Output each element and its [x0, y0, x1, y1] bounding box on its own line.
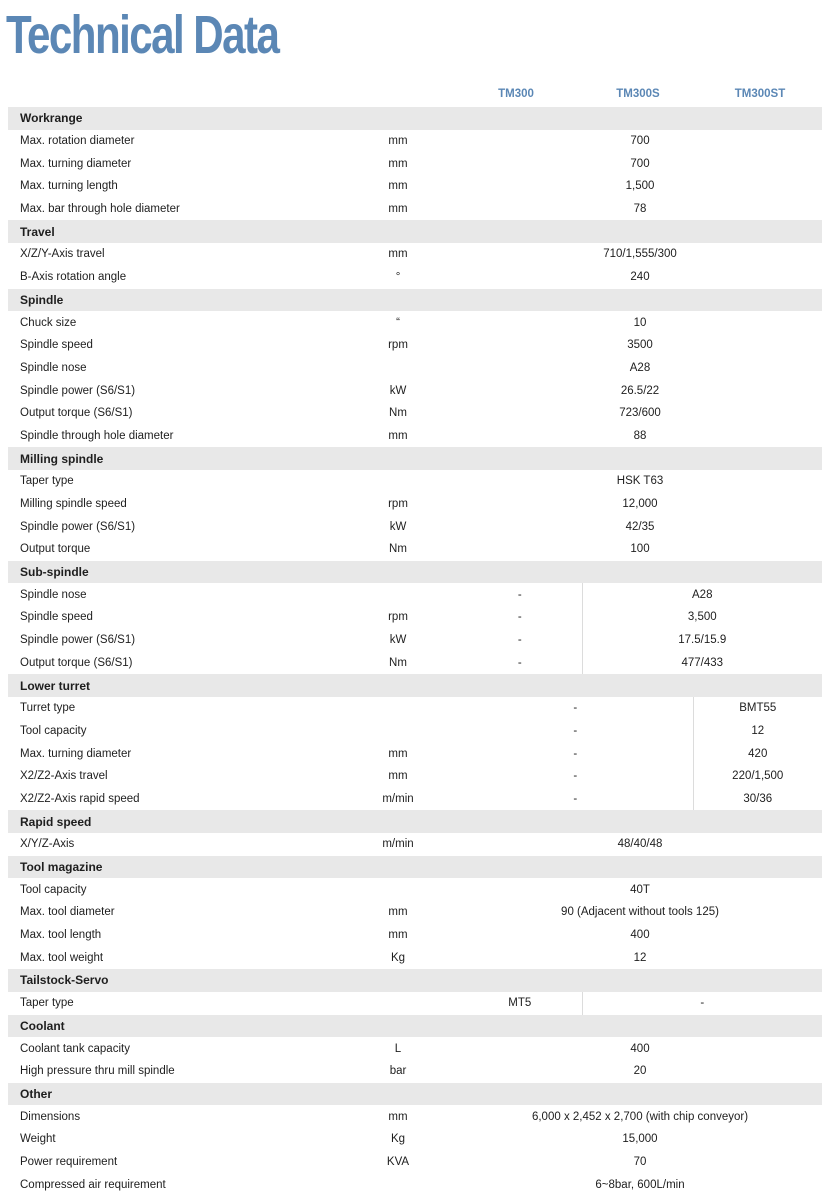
spec-label: Weight	[20, 1133, 56, 1146]
spec-label: Tool capacity	[20, 883, 87, 896]
spec-value-tm300st: 30/36	[693, 788, 822, 811]
spec-row	[8, 878, 822, 901]
spec-row	[8, 493, 822, 516]
spec-label: Output torque (S6/S1)	[20, 407, 133, 420]
spec-value: 723/600	[619, 407, 661, 420]
spec-row	[8, 402, 822, 425]
spec-unit	[338, 470, 458, 493]
spec-label: Max. turning length	[20, 180, 118, 193]
spec-unit: kW	[389, 384, 407, 397]
spec-label: Spindle through hole diameter	[20, 429, 174, 442]
spec-row	[8, 538, 822, 561]
spec-unit: mm	[388, 929, 408, 942]
spec-label: X/Z/Y-Axis travel	[20, 248, 105, 261]
spec-value: 400	[630, 929, 650, 942]
spec-unit: Kg	[390, 951, 406, 964]
spec-value: 240	[630, 271, 650, 284]
spec-row	[8, 198, 822, 221]
spec-value: 6,000 x 2,452 x 2,700 (with chip conveyor)	[531, 1110, 749, 1123]
spec-value-tm300-tm300s: -	[573, 747, 578, 760]
section-header	[8, 447, 822, 470]
spec-value: 700	[630, 157, 650, 170]
section-title: Workrange	[8, 107, 822, 130]
section-header	[8, 674, 822, 697]
spec-unit: Nm	[389, 407, 407, 420]
spec-label: Max. tool length	[20, 929, 102, 942]
spec-row	[8, 742, 822, 765]
spec-unit	[338, 357, 458, 380]
section-title: Lower turret	[8, 674, 822, 697]
section-header	[8, 220, 822, 243]
spec-value: 1,500	[625, 180, 655, 193]
spec-label: Compressed air requirement	[20, 1178, 166, 1191]
spec-unit: mm	[388, 180, 408, 193]
spec-unit: mm	[388, 429, 408, 442]
spec-row	[8, 1037, 822, 1060]
spec-unit: rpm	[388, 611, 408, 624]
spec-label: Power requirement	[20, 1155, 118, 1168]
spec-row	[8, 379, 822, 402]
spec-row	[8, 720, 822, 743]
spec-row	[8, 1105, 822, 1128]
spec-value: 12	[633, 951, 647, 964]
spec-label: X/Y/Z-Axis	[20, 838, 75, 851]
spec-label: Spindle power (S6/S1)	[20, 520, 136, 533]
spec-value-tm300s-st: 477/433	[582, 652, 822, 675]
spec-unit	[338, 720, 458, 743]
spec-unit	[338, 878, 458, 901]
spec-row	[8, 175, 822, 198]
spec-value: 48/40/48	[617, 838, 663, 851]
spec-unit: °	[395, 271, 401, 284]
section-header	[8, 1083, 822, 1106]
spec-unit: bar	[389, 1065, 407, 1078]
spec-value: HSK T63	[616, 475, 664, 488]
spec-value-tm300s-st: 17.5/15.9	[582, 629, 822, 652]
spec-value: 42/35	[625, 520, 655, 533]
spec-unit	[338, 583, 458, 606]
spec-value: 100	[630, 543, 650, 556]
spec-unit: mm	[388, 770, 408, 783]
section-header	[8, 561, 822, 584]
spec-unit: mm	[388, 135, 408, 148]
section-header	[8, 969, 822, 992]
spec-label: Max. tool weight	[20, 951, 104, 964]
spec-row	[8, 470, 822, 493]
spec-unit	[338, 1173, 458, 1196]
spec-unit: mm	[388, 248, 408, 261]
spec-value: 88	[633, 429, 647, 442]
spec-row	[8, 833, 822, 856]
spec-value-tm300-tm300s: -	[573, 792, 578, 805]
spec-row	[8, 334, 822, 357]
spec-value-tm300: -	[517, 611, 522, 624]
spec-table	[8, 107, 822, 1196]
spec-unit: KVA	[386, 1155, 410, 1168]
spec-label: Dimensions	[20, 1110, 81, 1123]
section-header	[8, 856, 822, 879]
spec-row	[8, 765, 822, 788]
spec-value: 700	[630, 135, 650, 148]
spec-row	[8, 1128, 822, 1151]
spec-label: Spindle nose	[20, 361, 87, 374]
spec-row	[8, 425, 822, 448]
spec-unit: kW	[389, 520, 407, 533]
section-title: Milling spindle	[8, 447, 822, 470]
section-header	[8, 1015, 822, 1038]
spec-label: Output torque (S6/S1)	[20, 656, 133, 669]
page-title: Technical Data	[6, 5, 279, 65]
spec-label: Spindle speed	[20, 611, 93, 624]
spec-value-tm300: -	[517, 588, 522, 601]
spec-label: B-Axis rotation angle	[20, 271, 127, 284]
section-title: Sub-spindle	[8, 561, 822, 584]
spec-value: 78	[633, 203, 647, 216]
spec-value-tm300-tm300s: -	[573, 702, 578, 715]
spec-unit: Kg	[390, 1133, 406, 1146]
spec-value: 12,000	[622, 498, 658, 511]
spec-label: Taper type	[20, 475, 74, 488]
spec-value: 90 (Adjacent without tools 125)	[561, 906, 719, 919]
spec-value: 40T	[630, 883, 650, 896]
spec-value-tm300-tm300s: -	[573, 724, 578, 737]
spec-value: 20	[633, 1065, 647, 1078]
section-header	[8, 107, 822, 130]
spec-unit: “	[396, 316, 400, 329]
spec-unit: Nm	[389, 656, 407, 669]
spec-unit: mm	[388, 747, 408, 760]
spec-label: Output torque	[20, 543, 91, 556]
spec-value-tm300: MT5	[508, 997, 532, 1010]
spec-value: 6~8bar, 600L/min	[595, 1178, 685, 1191]
spec-value: 710/1,555/300	[603, 248, 677, 261]
spec-label: Taper type	[20, 997, 74, 1010]
spec-value: A28	[629, 361, 651, 374]
spec-row	[8, 788, 822, 811]
section-title: Tailstock-Servo	[8, 969, 822, 992]
spec-value: 3500	[627, 339, 653, 352]
spec-row	[8, 311, 822, 334]
section-title: Travel	[8, 220, 822, 243]
spec-label: Tool capacity	[20, 724, 87, 737]
spec-label: Max. rotation diameter	[20, 135, 135, 148]
spec-row	[8, 266, 822, 289]
spec-unit: mm	[388, 157, 408, 170]
spec-row	[8, 901, 822, 924]
section-title: Other	[8, 1083, 822, 1106]
spec-row	[8, 924, 822, 947]
spec-value-tm300st: 420	[693, 742, 822, 765]
spec-row	[8, 652, 822, 675]
spec-unit	[338, 992, 458, 1015]
spec-unit: Nm	[389, 543, 407, 556]
spec-value-tm300: -	[517, 656, 522, 669]
spec-label: X2/Z2-Axis travel	[20, 770, 108, 783]
spec-row	[8, 1173, 822, 1196]
spec-value: 10	[633, 316, 647, 329]
spec-label: High pressure thru mill spindle	[20, 1065, 175, 1078]
spec-label: Chuck size	[20, 316, 77, 329]
spec-value: 26.5/22	[620, 384, 660, 397]
model-tm300s: TM300S	[616, 88, 660, 100]
section-title: Coolant	[8, 1015, 822, 1038]
spec-value-tm300st: 220/1,500	[693, 765, 822, 788]
spec-row	[8, 992, 822, 1015]
spec-row	[8, 243, 822, 266]
section-title: Tool magazine	[8, 856, 822, 879]
spec-label: Max. turning diameter	[20, 747, 132, 760]
spec-row	[8, 606, 822, 629]
spec-value-tm300s-st: -	[582, 992, 822, 1015]
spec-unit: mm	[388, 203, 408, 216]
spec-label: Coolant tank capacity	[20, 1042, 130, 1055]
spec-unit: m/min	[382, 792, 414, 805]
spec-unit: rpm	[388, 339, 408, 352]
spec-label: Turret type	[20, 702, 76, 715]
section-header	[8, 289, 822, 312]
spec-unit: rpm	[388, 498, 408, 511]
spec-unit	[338, 697, 458, 720]
spec-unit: mm	[388, 906, 408, 919]
spec-label: Spindle speed	[20, 339, 93, 352]
spec-row	[8, 357, 822, 380]
spec-label: Max. turning diameter	[20, 157, 132, 170]
model-tm300: TM300	[498, 88, 534, 100]
spec-row	[8, 1151, 822, 1174]
spec-unit: m/min	[382, 838, 414, 851]
spec-value: 15,000	[622, 1133, 658, 1146]
spec-row	[8, 946, 822, 969]
spec-unit: L	[394, 1042, 402, 1055]
section-title: Rapid speed	[8, 810, 822, 833]
spec-row	[8, 130, 822, 153]
spec-label: Spindle power (S6/S1)	[20, 634, 136, 647]
section-header	[8, 810, 822, 833]
spec-label: Spindle power (S6/S1)	[20, 384, 136, 397]
spec-label: Max. bar through hole diameter	[20, 203, 180, 216]
spec-label: Milling spindle speed	[20, 498, 127, 511]
spec-value-tm300st: 12	[693, 720, 822, 743]
spec-value-tm300s-st: 3,500	[582, 606, 822, 629]
model-tm300st: TM300ST	[734, 88, 786, 100]
spec-label: Max. tool diameter	[20, 906, 115, 919]
model-header	[0, 88, 825, 106]
spec-row	[8, 152, 822, 175]
spec-row	[8, 1060, 822, 1083]
spec-row	[8, 583, 822, 606]
spec-label: Spindle nose	[20, 588, 87, 601]
spec-value-tm300: -	[517, 634, 522, 647]
spec-unit: kW	[389, 634, 407, 647]
spec-value: 400	[630, 1042, 650, 1055]
section-title: Spindle	[8, 289, 822, 312]
spec-row	[8, 515, 822, 538]
spec-value-tm300st: BMT55	[693, 697, 822, 720]
spec-value: 70	[633, 1155, 647, 1168]
spec-row	[8, 697, 822, 720]
spec-unit: mm	[388, 1110, 408, 1123]
spec-value-tm300s-st: A28	[582, 583, 822, 606]
spec-label: X2/Z2-Axis rapid speed	[20, 792, 140, 805]
spec-row	[8, 629, 822, 652]
spec-value-tm300-tm300s: -	[573, 770, 578, 783]
